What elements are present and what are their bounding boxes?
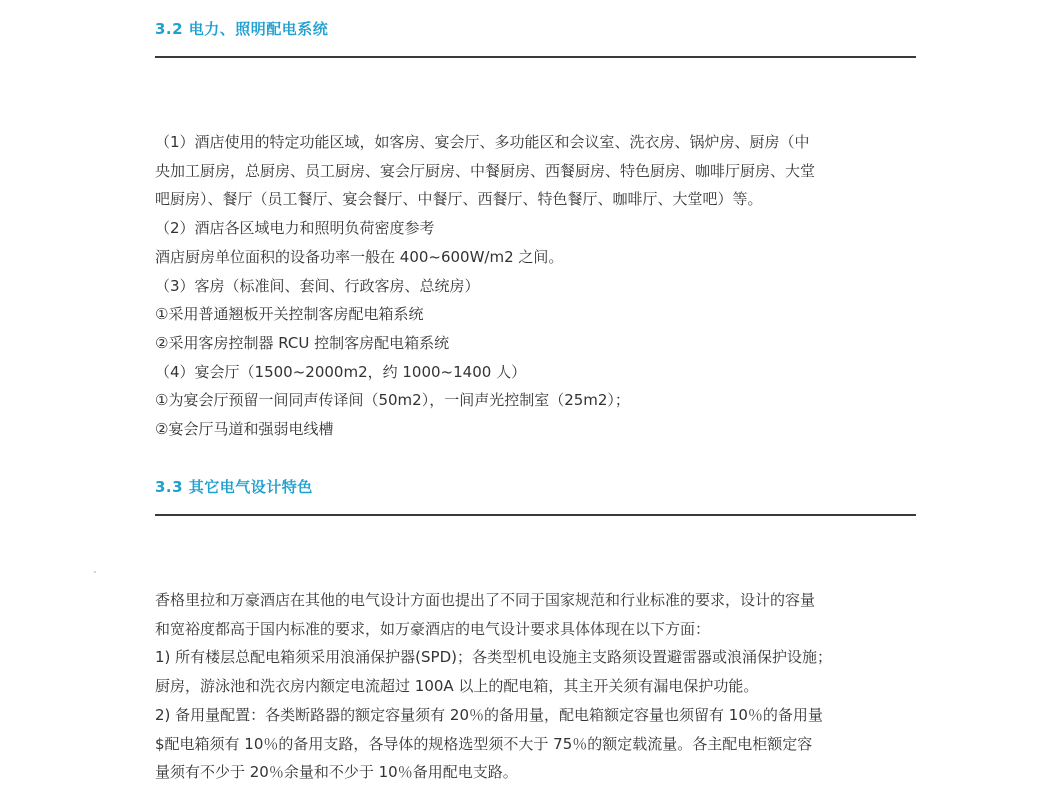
paragraph-line: 吧厨房）、餐厅（员工餐厅、宴会餐厅、中餐厅、西餐厅、特色餐厅、咖啡厅、大堂吧）等。 xyxy=(155,190,763,209)
paragraph-line: ①采用普通翘板开关控制客房配电箱系统 xyxy=(155,305,424,324)
paragraph-line: （3）客房（标准间、套间、行政客房、总统房） xyxy=(155,276,480,295)
section-3-3-body xyxy=(155,586,917,787)
stray-dot xyxy=(94,571,96,573)
paragraph-line: ①为宴会厅预留一间同声传译间（50m2），一间声光控制室（25m2）； xyxy=(155,391,630,410)
paragraph-line: ②采用客房控制器 RCU 控制客房配电箱系统 xyxy=(155,333,450,352)
paragraph-line: 央加工厨房，总厨房、员工厨房、宴会厅厨房、中餐厨房、西餐厨房、特色厨房、咖啡厅厨房、大堂 xyxy=(155,161,816,180)
paragraph-line: 酒店厨房单位面积的设备功率一般在 400~600W/m2 之间。 xyxy=(155,247,564,266)
paragraph-line: （2）酒店各区域电力和照明负荷密度参考 xyxy=(155,219,435,238)
paragraph-line: 厨房，游泳池和洗衣房内额定电流超过 100A 以上的配电箱，其主开关须有漏电保护功能。 xyxy=(155,677,759,696)
section-heading-3-3: 3.3 其它电气设计特色 xyxy=(155,478,313,496)
section-3-2-body xyxy=(155,128,917,444)
paragraph-line: 和宽裕度都高于国内标准的要求，如万豪酒店的电气设计要求具体体现在以下方面： xyxy=(155,619,711,638)
paragraph-line: ②宴会厅马道和强弱电线槽 xyxy=(155,420,334,439)
paragraph-line: $配电箱须有 10％的备用支路，各导体的规格选型须不大于 75％的额定载流量。各主配电柜额定容 xyxy=(155,734,813,753)
paragraph-line: （1）酒店使用的特定功能区域，如客房、宴会厅、多功能区和会议室、洗衣房、锅炉房、厨房（中 xyxy=(155,133,810,151)
paragraph-line: 1) 所有楼层总配电箱须采用浪涌保护器(SPD)；各类型机电设施主支路须设置避雷器或浪涌保护设施； xyxy=(155,648,832,667)
section-divider xyxy=(155,56,916,58)
paragraph-line: 量须有不少于 20％余量和不少于 10％备用配电支路。 xyxy=(155,763,518,782)
paragraph-line: （4）宴会厅（1500~2000m2，约 1000~1400 人） xyxy=(155,362,527,381)
section-heading-3-2: 3.2 电力、照明配电系统 xyxy=(155,20,329,38)
paragraph-line: 2) 备用量配置：各类断路器的额定容量须有 20％的备用量，配电箱额定容量也须留有 10％的备用量 xyxy=(155,705,823,724)
section-divider xyxy=(155,514,916,516)
paragraph-line: 香格里拉和万豪酒店在其他的电气设计方面也提出了不同于国家规范和行业标准的要求，设计的容量 xyxy=(155,591,816,609)
